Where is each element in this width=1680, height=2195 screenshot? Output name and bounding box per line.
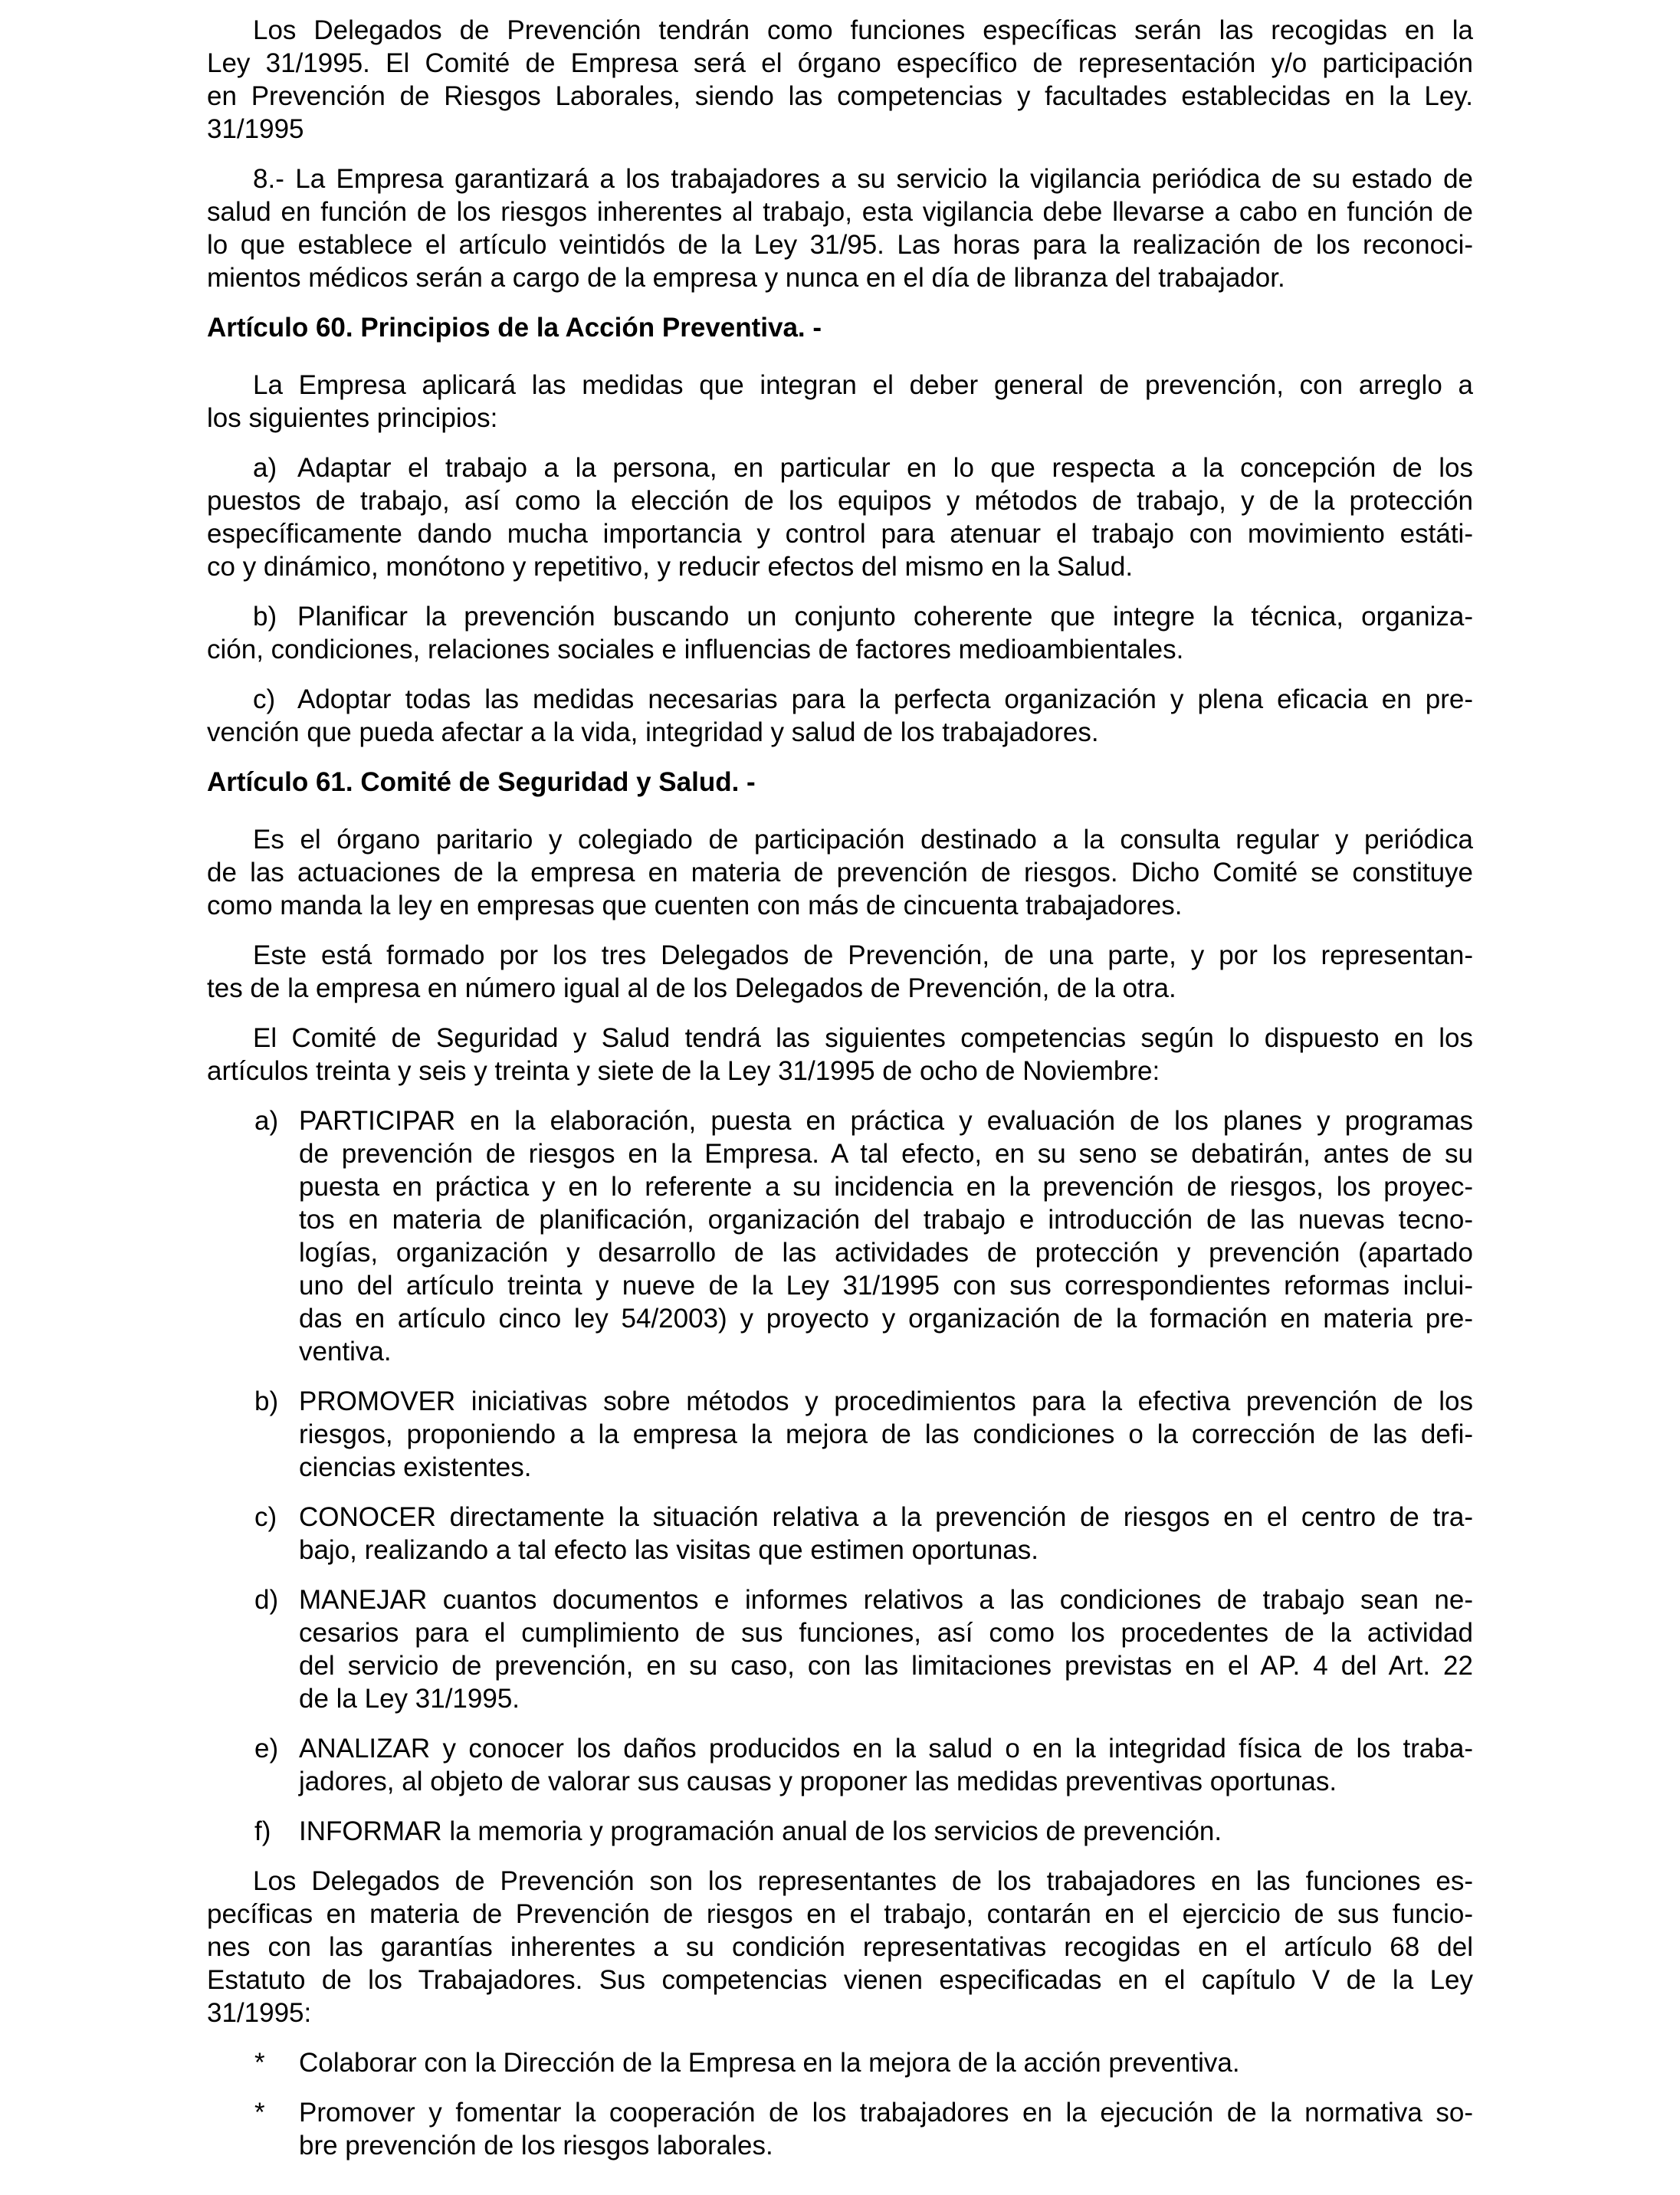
text-line: 31/1995 [207,114,304,144]
list-item-label: b) [253,602,277,632]
text-line: 8.- La Empresa garantizará a los trabajadores a su servicio la vigilancia periódica de su estado de [253,164,1473,194]
text-line-content: Adaptar el trabajo a la persona, en particular en lo que respecta a la concepción de los [297,453,1473,483]
paragraph [207,162,1473,294]
paragraph [207,1865,1473,2029]
list-item-label: b) [254,1386,279,1416]
lettered-list-item [207,1815,1473,1848]
text-line: del servicio de prevención, en su caso, con las limitaciones previstas en el AP. 4 del Art. 22 [299,1651,1473,1681]
list-item-label: d) [254,1585,279,1615]
paragraph [207,1022,1473,1088]
text-line: co y dinámico, monótono y repetitivo, y reducir efectos del mismo en la Salud. [207,552,1134,582]
text-line: El Comité de Seguridad y Salud tendrá las siguientes competencias según lo dispuesto en los [253,1023,1473,1053]
text-line: Estatuto de los Trabajadores. Sus competencias vienen especificadas en el capítulo V de la Ley [207,1965,1473,1995]
paragraph [207,823,1473,922]
list-item-label: f) [254,1816,271,1846]
text-line: 31/1995: [207,1998,312,2028]
text-line [207,683,1473,716]
text-line: INFORMAR la memoria y programación anual de los servicios de prevención. [299,1816,1222,1846]
text-line: Promover y fomentar la cooperación de los trabajadores en la ejecución de la normativa so- [299,2098,1473,2128]
text-line: Los Delegados de Prevención son los representantes de los trabajadores en las funciones es- [253,1866,1473,1896]
bullet-list-item [207,2096,1473,2162]
text-line: cesarios para el cumplimiento de sus funciones, así como los procedentes de la actividad [299,1618,1473,1648]
bullet-list-item [207,2046,1473,2079]
text-line: puestos de trabajo, así como la elección de los equipos y métodos de trabajo, y de la protección [207,486,1473,516]
text-line: salud en función de los riesgos inherentes al trabajo, esta vigilancia debe llevarse a cabo en función de [207,197,1473,227]
text-line: los siguientes principios: [207,403,498,433]
lettered-list-item [207,1385,1473,1484]
lettered-list-item [207,1732,1473,1798]
text-line: La Empresa aplicará las medidas que integran el deber general de prevención, con arreglo a [253,370,1473,400]
text-line [207,451,1473,484]
text-line: tos en materia de planificación, organización del trabajo e introducción de las nuevas tecno- [299,1205,1473,1235]
text-line: mientos médicos serán a cargo de la empresa y nunca en el día de libranza del trabajador. [207,263,1285,293]
text-line: de prevención de riesgos en la Empresa. A tal efecto, en su seno se debatirán, antes de su [299,1139,1473,1169]
text-line: artículos treinta y seis y treinta y siete de la Ley 31/1995 de ocho de Noviembre: [207,1056,1160,1086]
text-line: vención que pueda afectar a la vida, integridad y salud de los trabajadores. [207,717,1099,747]
text-line: Colaborar con la Dirección de la Empresa en la mejora de la acción preventiva. [299,2048,1240,2078]
text-line: Los Delegados de Prevención tendrán como funciones específicas serán las recogidas en la [253,15,1473,45]
text-line: de la Ley 31/1995. [299,1684,520,1714]
text-line: pecíficas en materia de Prevención de riesgos en el trabajo, contarán en el ejercicio de sus funcio- [207,1899,1473,1929]
list-item-label: * [254,2098,265,2128]
lettered-paragraph [207,683,1473,749]
list-item-label: a) [253,453,277,483]
text-line: ciencias existentes. [299,1452,532,1482]
text-line: ANALIZAR y conocer los daños producidos en la salud o en la integridad física de los traba- [299,1734,1473,1764]
text-line: ción, condiciones, relaciones sociales e influencias de factores medioambientales. [207,635,1184,664]
text-line: Ley 31/1995. El Comité de Empresa será el órgano específico de representación y/o participación [207,48,1473,78]
text-line: logías, organización y desarrollo de las actividades de protección y prevención (apartado [299,1238,1473,1268]
text-line: das en artículo cinco ley 54/2003) y proyecto y organización de la formación en materia pre- [299,1304,1473,1334]
text-line: específicamente dando mucha importancia y control para atenuar el trabajo con movimiento estáti- [207,519,1473,549]
text-line: de las actuaciones de la empresa en materia de prevención de riesgos. Dicho Comité se constituye [207,858,1473,888]
lettered-paragraph [207,600,1473,666]
paragraph [207,369,1473,435]
article-heading: Artículo 60. Principios de la Acción Preventiva. - [207,313,822,343]
paragraph [207,939,1473,1005]
text-line: PROMOVER iniciativas sobre métodos y procedimientos para la efectiva prevención de los [299,1386,1473,1416]
text-line: riesgos, proponiendo a la empresa la mejora de las condiciones o la corrección de las defi- [299,1419,1473,1449]
text-line: nes con las garantías inherentes a su condición representativas recogidas en el artículo 68 del [207,1932,1473,1962]
text-line: como manda la ley en empresas que cuenten con más de cincuenta trabajadores. [207,891,1183,920]
lettered-paragraph [207,451,1473,583]
text-line: CONOCER directamente la situación relativa a la prevención de riesgos en el centro de tra- [299,1502,1473,1532]
text-line: Es el órgano paritario y colegiado de participación destinado a la consulta regular y periódica [253,825,1473,855]
text-line: MANEJAR cuantos documentos e informes relativos a las condiciones de trabajo sean ne- [299,1585,1473,1615]
list-item-label: c) [254,1502,277,1532]
text-line: puesta en práctica y en lo referente a su incidencia en la prevención de riesgos, los proyec- [299,1172,1473,1202]
list-item-label: a) [254,1106,279,1136]
text-line: tes de la empresa en número igual al de los Delegados de Prevención, de la otra. [207,973,1176,1003]
lettered-list-item [207,1501,1473,1567]
text-line: ventiva. [299,1337,392,1367]
text-line: uno del artículo treinta y nueve de la Ley 31/1995 con sus correspondientes reformas inclui- [299,1271,1473,1301]
text-line-content: Adoptar todas las medidas necesarias para la perfecta organización y plena eficacia en pre- [297,684,1473,714]
text-line: en Prevención de Riesgos Laborales, siendo las competencias y facultades establecidas en la Ley. [207,81,1473,111]
text-line: bajo, realizando a tal efecto las visitas que estimen oportunas. [299,1535,1039,1565]
list-item-label: * [254,2048,265,2078]
text-line: bre prevención de los riesgos laborales. [299,2131,773,2161]
article-heading: Artículo 61. Comité de Seguridad y Salud. - [207,767,756,797]
text-line: Este está formado por los tres Delegados de Prevención, de una parte, y por los representan- [253,940,1473,970]
text-line-content: Planificar la prevención buscando un conjunto coherente que integre la técnica, organiza- [297,602,1473,632]
text-line: PARTICIPAR en la elaboración, puesta en práctica y evaluación de los planes y programas [299,1106,1473,1136]
document-body [207,14,1473,2162]
lettered-list-item [207,1583,1473,1715]
text-line: lo que establece el artículo veintidós de la Ley 31/95. Las horas para la realización de los reconoci- [207,230,1473,260]
lettered-list-item [207,1104,1473,1368]
text-line: jadores, al objeto de valorar sus causas y proponer las medidas preventivas oportunas. [299,1767,1337,1796]
list-item-label: e) [254,1734,279,1764]
paragraph [207,14,1473,146]
text-line [207,600,1473,633]
list-item-label: c) [253,684,276,714]
